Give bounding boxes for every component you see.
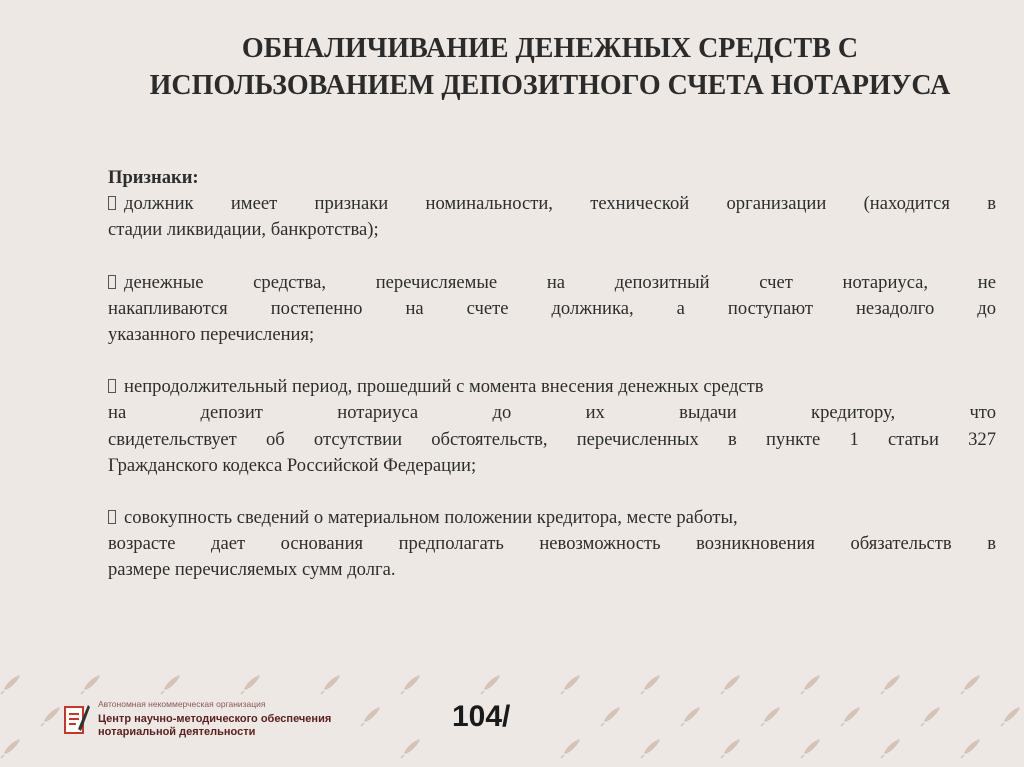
item-1-line-2: стадии ликвидации, банкротства); <box>108 219 379 241</box>
org-name-line-2: нотариальной деятельности <box>98 726 256 738</box>
list-item <box>108 270 996 349</box>
organization-logo <box>64 697 334 741</box>
quill-decoration-icon <box>161 675 180 694</box>
quill-decoration-icon <box>561 739 580 758</box>
quill-decoration-icon <box>801 675 820 694</box>
quill-decoration-icon <box>81 675 100 694</box>
list-item <box>108 374 996 479</box>
checkbox-bullet-icon <box>108 379 116 393</box>
list-item <box>108 191 996 243</box>
quill-decoration-icon <box>681 707 700 726</box>
slide-title <box>60 30 1024 104</box>
item-3-line-4: Гражданского кодекса Российской Федерации; <box>108 454 477 476</box>
checkbox-bullet-icon <box>108 275 116 289</box>
checkbox-bullet-icon <box>108 196 116 210</box>
quill-decoration-icon <box>881 739 900 758</box>
quill-decoration-icon <box>761 707 780 726</box>
item-3-line-3: свидетельствует об отсутствии обстоятельств, перечисленных в пункте 1 статьи 327 <box>108 428 996 450</box>
quill-decoration-icon <box>801 739 820 758</box>
item-2-line-2: накапливаются постепенно на счете должника, а поступают незадолго до <box>108 297 996 319</box>
item-3-line-2: на депозит нотариуса до их выдачи кредитору, что <box>108 402 996 424</box>
quill-decoration-icon <box>481 675 500 694</box>
title-line-2: ИСПОЛЬЗОВАНИЕМ ДЕПОЗИТНОГО СЧЕТА НОТАРИУСА <box>149 70 951 101</box>
quill-decoration-icon <box>41 707 60 726</box>
item-4-line-3: размере перечисляемых сумм долга. <box>108 559 396 581</box>
quill-decoration-icon <box>961 675 980 694</box>
item-1-line-1: должник имеет признаки номинальности, технической организации (находится в <box>108 191 996 217</box>
quill-decoration-icon <box>881 675 900 694</box>
org-type-label: Автономная некоммерческая организация <box>98 699 266 709</box>
checkbox-bullet-icon <box>108 510 116 524</box>
list-item <box>108 505 996 584</box>
page-number: 104/ <box>452 700 511 733</box>
quill-decoration-icon <box>921 707 940 726</box>
title-line-1: ОБНАЛИЧИВАНИЕ ДЕНЕЖНЫХ СРЕДСТВ С <box>241 33 859 64</box>
notary-logo-icon <box>64 703 90 735</box>
item-4-line-1: совокупность сведений о материальном положении кредитора, месте работы, <box>108 505 996 531</box>
quill-decoration-icon <box>401 739 420 758</box>
slide-body <box>108 165 996 584</box>
section-heading: Признаки: <box>108 167 199 188</box>
item-2-line-3: указанного перечисления; <box>108 324 315 346</box>
quill-decoration-icon <box>641 675 660 694</box>
org-name-line-1: Центр научно-методического обеспечения <box>98 713 332 725</box>
quill-decoration-icon <box>401 675 420 694</box>
quill-decoration-icon <box>1 739 20 758</box>
quill-decoration-icon <box>1 675 20 694</box>
quill-decoration-icon <box>961 739 980 758</box>
quill-decoration-icon <box>641 739 660 758</box>
quill-decoration-icon <box>841 707 860 726</box>
quill-decoration-icon <box>721 675 740 694</box>
quill-decoration-icon <box>721 739 740 758</box>
item-3-line-1: непродолжительный период, прошедший с момента внесения денежных средств <box>108 374 996 400</box>
quill-decoration-icon <box>561 675 580 694</box>
item-2-line-1: денежные средства, перечисляемые на депозитный счет нотариуса, не <box>108 270 996 296</box>
quill-decoration-icon <box>361 707 380 726</box>
quill-decoration-icon <box>601 707 620 726</box>
quill-decoration-icon <box>1001 707 1020 726</box>
quill-decoration-icon <box>241 675 260 694</box>
quill-decoration-icon <box>321 675 340 694</box>
item-4-line-2: возрасте дает основания предполагать невозможность возникновения обязательств в <box>108 533 996 555</box>
